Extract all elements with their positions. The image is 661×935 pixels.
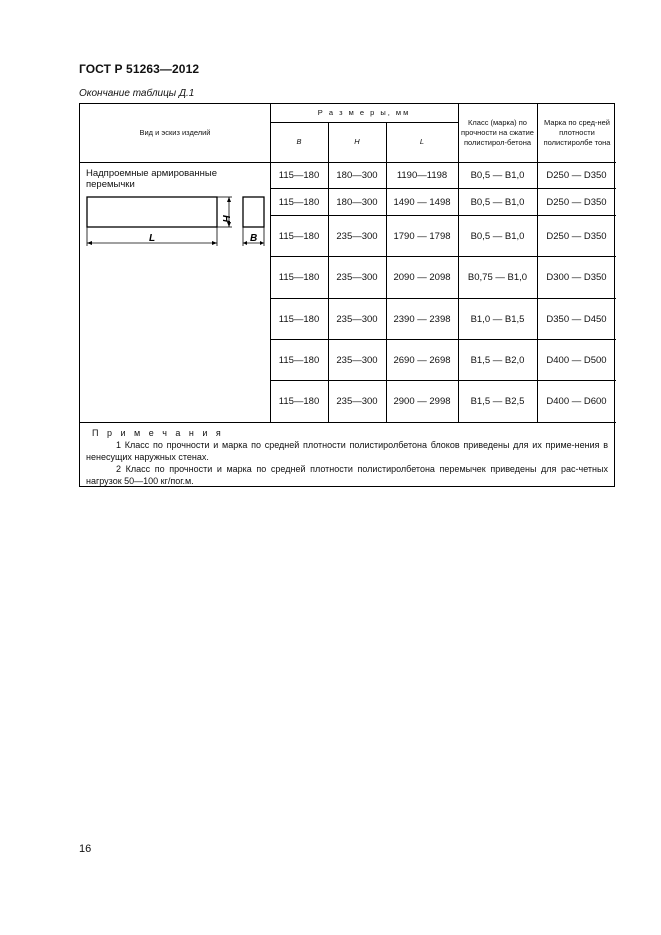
header-b: B [296,137,302,146]
sketch-label-l: L [149,233,156,244]
cell-b: 115—180 [278,196,320,208]
document-code: ГОСТ Р 51263—2012 [79,62,200,76]
cell-class: В1,5 — В2,5 [470,396,525,407]
cell-l: 1190—1198 [396,170,448,181]
cell-l: 1490 — 1498 [393,196,451,208]
note-2: 2 Класс по прочности и марка по средней плотности полистиролбетона перемычек приведены для рас-четных нагрузок 50—100 кг/пог.м. [86,464,608,486]
product-name: Надпроемные армированные перемычки [86,168,218,190]
cell-class: В0,75 — В1,0 [467,272,528,283]
cell-class: В0,5 — В1,0 [470,230,525,242]
notes-title: П р и м е ч а н и я [92,428,224,438]
sketch-label-b: B [250,233,258,244]
header-density: Марка по сред-ней плотности полистиролбе тона [543,118,611,147]
cell-h: 235—300 [336,230,378,242]
specification-table [79,103,615,487]
cell-density: D250 — D350 [546,196,607,208]
divider [80,422,616,423]
cell-l: 2900 — 2998 [393,396,451,407]
cell-density: D250 — D350 [546,230,607,242]
cell-h: 235—300 [336,396,378,407]
page-number: 16 [79,843,92,855]
cell-h: 235—300 [336,354,378,366]
cell-class: В0,5 — В1,0 [470,196,525,208]
cell-b: 115—180 [278,230,320,242]
header-view: Вид и эскиз изделий [139,128,211,137]
table-caption: Окончание таблицы Д.1 [79,88,195,99]
cell-density: D250 — D350 [546,170,607,181]
cell-l: 1790 — 1798 [393,230,451,242]
cell-density: D400 — D600 [546,396,607,407]
header-l: L [419,137,425,146]
cell-density: D400 — D500 [546,354,607,366]
header-sizes: Р а з м е р ы, мм [317,108,411,117]
header-h: H [354,137,360,146]
note-1: 1 Класс по прочности и марка по средней плотности полистиролбетона блоков приведены для их приме-нения в ненесущих наружных стенах. [86,440,608,462]
cell-density: D350 — D450 [546,313,607,325]
cell-b: 115—180 [278,272,320,283]
cell-l: 2090 — 2098 [393,272,451,283]
cell-b: 115—180 [278,313,320,325]
cell-l: 2690 — 2698 [393,354,451,366]
cell-b: 115—180 [278,396,320,407]
cell-h: 180—300 [336,170,378,181]
cell-l: 2390 — 2398 [393,313,451,325]
cell-b: 115—180 [278,354,320,366]
lintel-sketch [80,189,270,249]
cell-class: В0,5 — В1,0 [470,170,525,181]
header-class: Класс (марка) по прочности на сжатие полистирол-бетона [461,118,534,147]
cell-h: 180—300 [336,196,378,208]
cell-density: D300 — D350 [546,272,607,283]
cell-class: В1,0 — В1,5 [470,313,525,325]
cell-h: 235—300 [336,313,378,325]
cell-class: В1,5 — В2,0 [470,354,525,366]
cell-h: 235—300 [336,272,378,283]
sketch-label-h: H [220,215,231,223]
cell-b: 115—180 [278,170,320,181]
